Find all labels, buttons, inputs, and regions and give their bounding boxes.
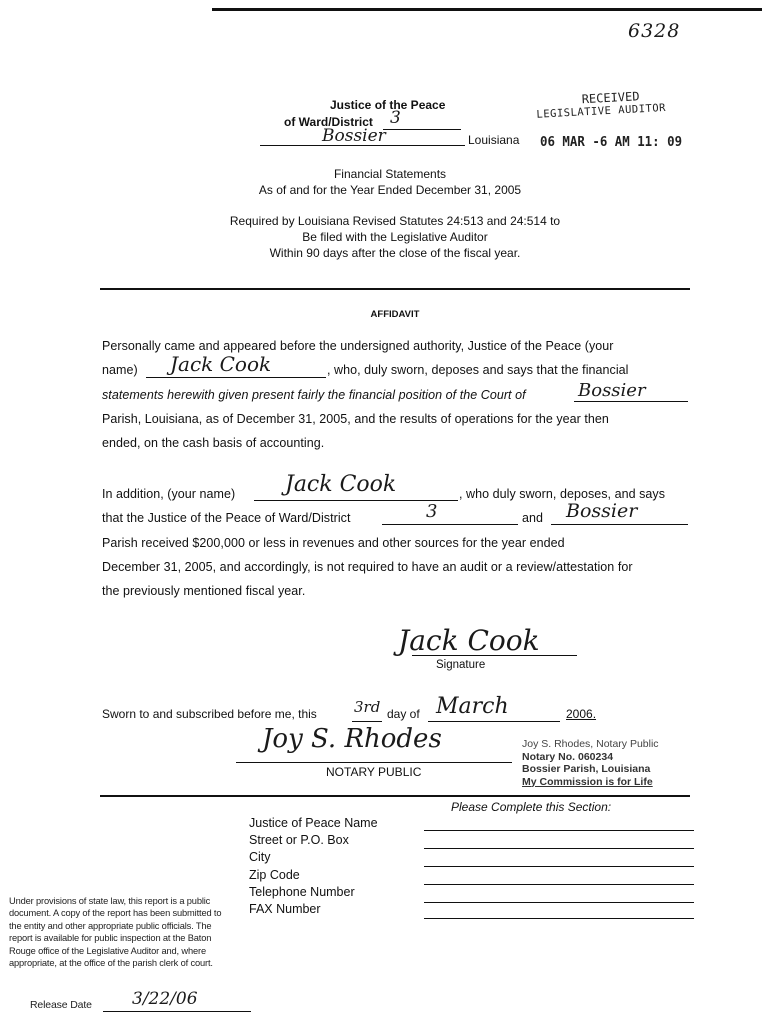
affidavit-p2-line5: the previously mentioned fiscal year. xyxy=(102,584,306,598)
requirement-line1: Required by Louisiana Revised Statutes 24:513 and 24:514 to xyxy=(229,214,561,228)
notary-line xyxy=(236,762,512,763)
notary-signature: Joy S. Rhodes xyxy=(262,724,442,754)
sworn-year: 2006. xyxy=(566,707,597,721)
statement-line1: Financial Statements xyxy=(333,167,447,181)
field-label-telephone: Telephone Number xyxy=(249,884,355,899)
affidavit-p1-line5: ended, on the cash basis of accounting. xyxy=(102,436,325,450)
p1-name-value: Jack Cook xyxy=(170,352,272,376)
field-line-fax[interactable] xyxy=(424,918,694,919)
requirement-line2: Be filed with the Legislative Auditor xyxy=(302,230,488,244)
signature-value: Jack Cook xyxy=(398,624,540,657)
notary-seal-line3: Bossier Parish, Louisiana xyxy=(522,763,651,775)
statement-line2: As of and for the Year Ended December 31, 2005 xyxy=(258,183,522,197)
sworn-prefix: Sworn to and subscribed before me, this xyxy=(102,707,317,721)
field-label-name: Justice of Peace Name xyxy=(249,816,378,830)
state-label: Louisiana xyxy=(468,133,520,147)
field-line-telephone[interactable] xyxy=(424,902,694,903)
field-label-fax: FAX Number xyxy=(249,902,321,917)
field-line-street[interactable] xyxy=(424,848,694,849)
disclaimer-line1: Under provisions of state law, this report is a public xyxy=(9,896,211,906)
sworn-day-of: day of xyxy=(387,707,420,721)
affidavit-heading: AFFIDAVIT xyxy=(370,309,420,320)
notary-seal-line2: Notary No. 060234 xyxy=(522,750,614,763)
ward-line xyxy=(383,129,461,130)
affidavit-p1-name-prefix: name) xyxy=(102,363,138,377)
affidavit-p1-line3: statements herewith given present fairly the financial position of the Court of xyxy=(102,388,526,402)
p1-court-line xyxy=(574,401,688,402)
field-line-zip[interactable] xyxy=(424,884,694,885)
p2-ward-value: 3 xyxy=(426,501,438,522)
affidavit-p2-line1-rest: , who duly sworn, deposes, and says xyxy=(459,487,666,501)
disclaimer-line2: document. A copy of the report has been submitted to xyxy=(9,908,222,919)
sworn-day-value: 3rd xyxy=(354,698,381,716)
affidavit-p2-prefix: In addition, (your name) xyxy=(102,487,236,501)
notary-seal-line4: My Commission is for Life xyxy=(522,775,653,788)
p2-parish-value: Bossier xyxy=(566,500,638,522)
sworn-month-line xyxy=(428,721,560,722)
signature-label: Signature xyxy=(436,659,486,671)
affidavit-p1-line4: Parish, Louisiana, as of December 31, 2005, and the results of operations for the year then xyxy=(102,412,609,426)
affidavit-p2-line2a: that the Justice of the Peace of Ward/District xyxy=(102,511,351,525)
bottom-divider xyxy=(100,795,690,797)
field-line-name[interactable] xyxy=(424,830,694,831)
field-label-zip: Zip Code xyxy=(249,867,300,882)
signature-line xyxy=(412,655,577,656)
sworn-month-value: March xyxy=(436,694,509,719)
disclaimer-line6: appropriate, at the office of the parish clerk of court. xyxy=(9,958,213,969)
affidavit-p1-line1: Personally came and appeared before the undersigned authority, Justice of the Peace (your xyxy=(102,339,614,353)
disclaimer-line4: report is available for public inspection at the Baton xyxy=(9,933,212,944)
received-stamp xyxy=(535,85,716,120)
p2-ward-line xyxy=(382,524,518,525)
section-divider xyxy=(100,288,690,290)
affidavit-p2-line3: Parish received $200,000 or less in revenues and other sources for the year ended xyxy=(102,536,565,550)
jp-title: Justice of the Peace xyxy=(330,98,446,112)
affidavit-p1-line2-rest: , who, duly sworn, deposes and says that the financial xyxy=(327,363,629,377)
field-label-street: Street or P.O. Box xyxy=(249,833,349,848)
received-stamp-line1: RECEIVED xyxy=(581,89,640,107)
p2-name-value: Jack Cook xyxy=(285,472,397,497)
public-disclaimer xyxy=(9,895,279,969)
received-stamp-datetime: 06 MAR -6 AM 11: 09 xyxy=(540,134,683,150)
document-number: 6328 xyxy=(628,20,681,42)
p1-name-line xyxy=(146,377,326,378)
disclaimer-line5: Rouge office of the Legislative Auditor and, where xyxy=(9,945,206,956)
disclaimer-line3: the entity and other appropriate public officials. The xyxy=(9,920,212,931)
sworn-day-line xyxy=(352,721,382,722)
ward-value: 3 xyxy=(390,108,401,128)
affidavit-p2-line4: December 31, 2005, and accordingly, is not required to have an audit or a review/attestation for xyxy=(102,560,633,574)
parish-value: Bossier xyxy=(322,126,386,146)
release-date-value: 3/22/06 xyxy=(132,989,198,1009)
affidavit-p2-and: and xyxy=(522,511,544,525)
release-date-line xyxy=(103,1011,251,1012)
field-line-city[interactable] xyxy=(424,866,694,867)
p2-parish-line xyxy=(551,524,688,525)
notary-label: NOTARY PUBLIC xyxy=(326,765,422,779)
top-rule xyxy=(212,8,762,11)
notary-seal-line1: Joy S. Rhodes, Notary Public xyxy=(522,738,659,750)
notary-seal xyxy=(522,738,659,788)
requirement-line3: Within 90 days after the close of the fiscal year. xyxy=(269,246,521,260)
p1-court-value: Bossier xyxy=(578,380,646,401)
complete-section-heading: Please Complete this Section: xyxy=(451,800,612,814)
release-date-label: Release Date xyxy=(30,999,92,1011)
received-stamp-line2: LEGISLATIVE AUDITOR xyxy=(536,101,667,121)
field-label-city: City xyxy=(249,850,271,865)
ward-label: of Ward/District xyxy=(284,115,373,129)
